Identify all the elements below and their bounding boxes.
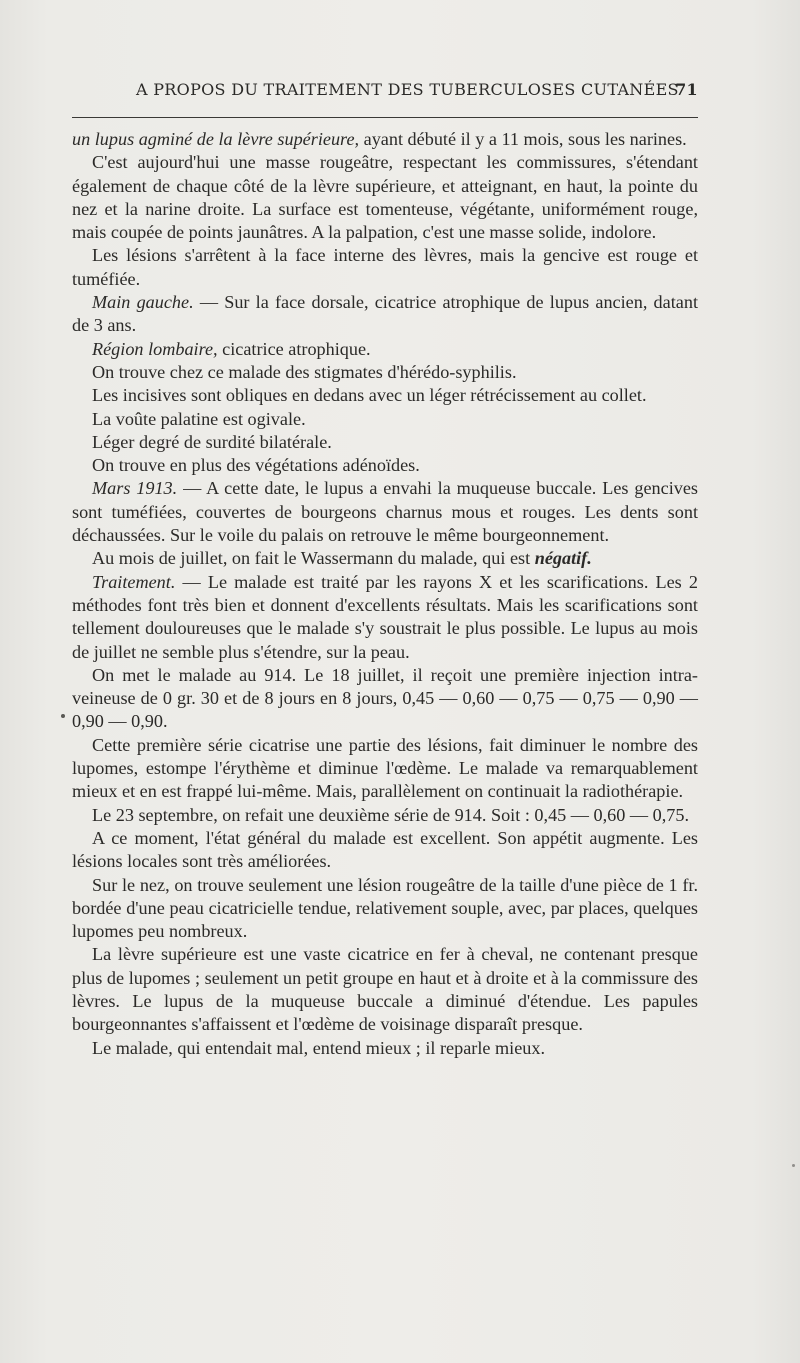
paragraph-text: Les incisives sont obliques en dedans avec un léger rétrécissement au collet. [92, 385, 647, 406]
paragraph [72, 804, 698, 827]
paragraph [72, 338, 698, 361]
paragraph-text: On trouve en plus des végétations adénoïdes. [92, 455, 420, 476]
paragraph-lead: Mars 1913. [92, 478, 178, 499]
ink-speck [61, 714, 65, 718]
paragraph-text: On trouve chez ce malade des stigmates d'hérédo-syphilis. [92, 361, 517, 382]
header-rule [72, 117, 698, 118]
paragraph [72, 874, 698, 944]
paragraph-text: Au mois de juillet, on fait le Wassermann du malade, qui est [92, 548, 535, 569]
running-title: A PROPOS DU TRAITEMENT DES TUBERCULOSES CUTANÉES [136, 80, 679, 99]
paragraph-text: Les lésions s'arrêtent à la face interne des lèvres, mais la gencive est rouge et tuméfiée. [72, 245, 698, 289]
paragraph [72, 291, 698, 338]
paragraph-text: ayant débuté il y a 11 mois, sous les narines. [359, 129, 687, 149]
paragraph-emphasis: négatif. [534, 548, 592, 569]
paragraph [72, 547, 698, 570]
paragraph [72, 943, 698, 1036]
paragraph-lead: Traitement. [92, 571, 176, 592]
paragraph [72, 431, 698, 454]
paragraph-text: C'est aujourd'hui une masse rougeâtre, respectant les commissures, s'étendant également de chaque côté de la lèvre supérieure, et atteignant, en haut, la pointe du nez et la narine droite. La surface est tomenteuse, végétante, uniformément rouge, mais coupée de points jaunâtres. A la palpation, c'est une masse solide, indolore. [72, 152, 698, 243]
paragraph [72, 1037, 698, 1060]
paragraph-text: Léger degré de surdité bilatérale. [92, 431, 332, 452]
paragraph-text: La lèvre supérieure est une vaste cicatrice en fer à cheval, ne contenant presque plus de lupomes ; seulement un petit groupe en haut et à droite et à la commissure des lèvres. Le lupus de la muqueuse buccale a diminué d'étendue. Les papules bourgeonnantes s'affaissent et l'œdème de voisinage disparaît presque. [72, 944, 698, 1035]
paragraph [72, 384, 698, 407]
paragraph-text: — Le malade est traité par les rayons X et les scarifications. Les 2 méthodes font très bien et donnent d'excellents résultats. Mais les scarifications sont tellement douloureuses que le malade s'y soustrait le plus possible. Le lupus au mois de juillet ne semble plus s'étendre, sur la peau. [72, 571, 698, 662]
paragraph [72, 477, 698, 547]
paragraph [72, 408, 698, 431]
paragraph-text: La voûte palatine est ogivale. [92, 408, 306, 429]
paragraph-text: On met le malade au 914. Le 18 juillet, il reçoit une première injection intra-veineuse de 0 gr. 30 et de 8 jours en 8 jours, 0,45 — 0,60 — 0,75 — 0,75 — 0,90 — 0,90 — 0,90. [72, 664, 698, 732]
paragraph-text: Le 23 septembre, on refait une deuxième série de 914. Soit : 0,45 — 0,60 — 0,75. [92, 804, 690, 825]
paragraph [72, 571, 698, 664]
ink-speck [792, 1164, 795, 1167]
paragraph-text: Le malade, qui entendait mal, entend mieux ; il reparle mieux. [92, 1037, 546, 1058]
paragraph-text: Sur le nez, on trouve seulement une lésion rougeâtre de la taille d'une pièce de 1 fr. bordée d'une peau cicatricielle tendue, relativement souple, avec, par places, quelques lupomes peu nombreux. [72, 874, 698, 942]
paragraph-lead: Main gauche. [92, 292, 194, 313]
paragraph [72, 734, 698, 804]
paragraph-text: cicatrice atrophique. [217, 338, 371, 359]
paragraph [72, 664, 698, 734]
paragraph [72, 244, 698, 291]
paragraph [72, 454, 698, 477]
page-number: 71 [675, 80, 698, 99]
body-text [72, 128, 698, 1060]
paragraph [72, 128, 698, 151]
paragraph [72, 151, 698, 244]
paragraph-lead: Région lombaire, [92, 338, 218, 359]
paragraph-text: Cette première série cicatrise une partie des lésions, fait diminuer le nombre des lupomes, estompe l'érythème et diminue l'œdème. Le malade va remarquablement mieux et en est frappé lui-même. Mais, parallèlement on continuait la radiothérapie. [72, 734, 698, 802]
running-head [70, 78, 700, 104]
paragraph [72, 827, 698, 874]
paragraph-text: — Sur la face dorsale, cicatrice atrophique de lupus ancien, datant de 3 ans. [72, 292, 699, 336]
paragraph-text: — A cette date, le lupus a envahi la muqueuse buccale. Les gencives sont tuméfiées, couvertes de bourgeons charnus mous et rouges. Les dents sont déchaussées. Sur le voile du palais on retrouve le même bourgeonnement. [72, 478, 698, 546]
paragraph-text: A ce moment, l'état général du malade est excellent. Son appétit augmente. Les lésions locales sont très améliorées. [72, 827, 698, 872]
paragraph [72, 361, 698, 384]
paragraph-lead: un lupus agminé de la lèvre supérieure, [72, 129, 360, 149]
